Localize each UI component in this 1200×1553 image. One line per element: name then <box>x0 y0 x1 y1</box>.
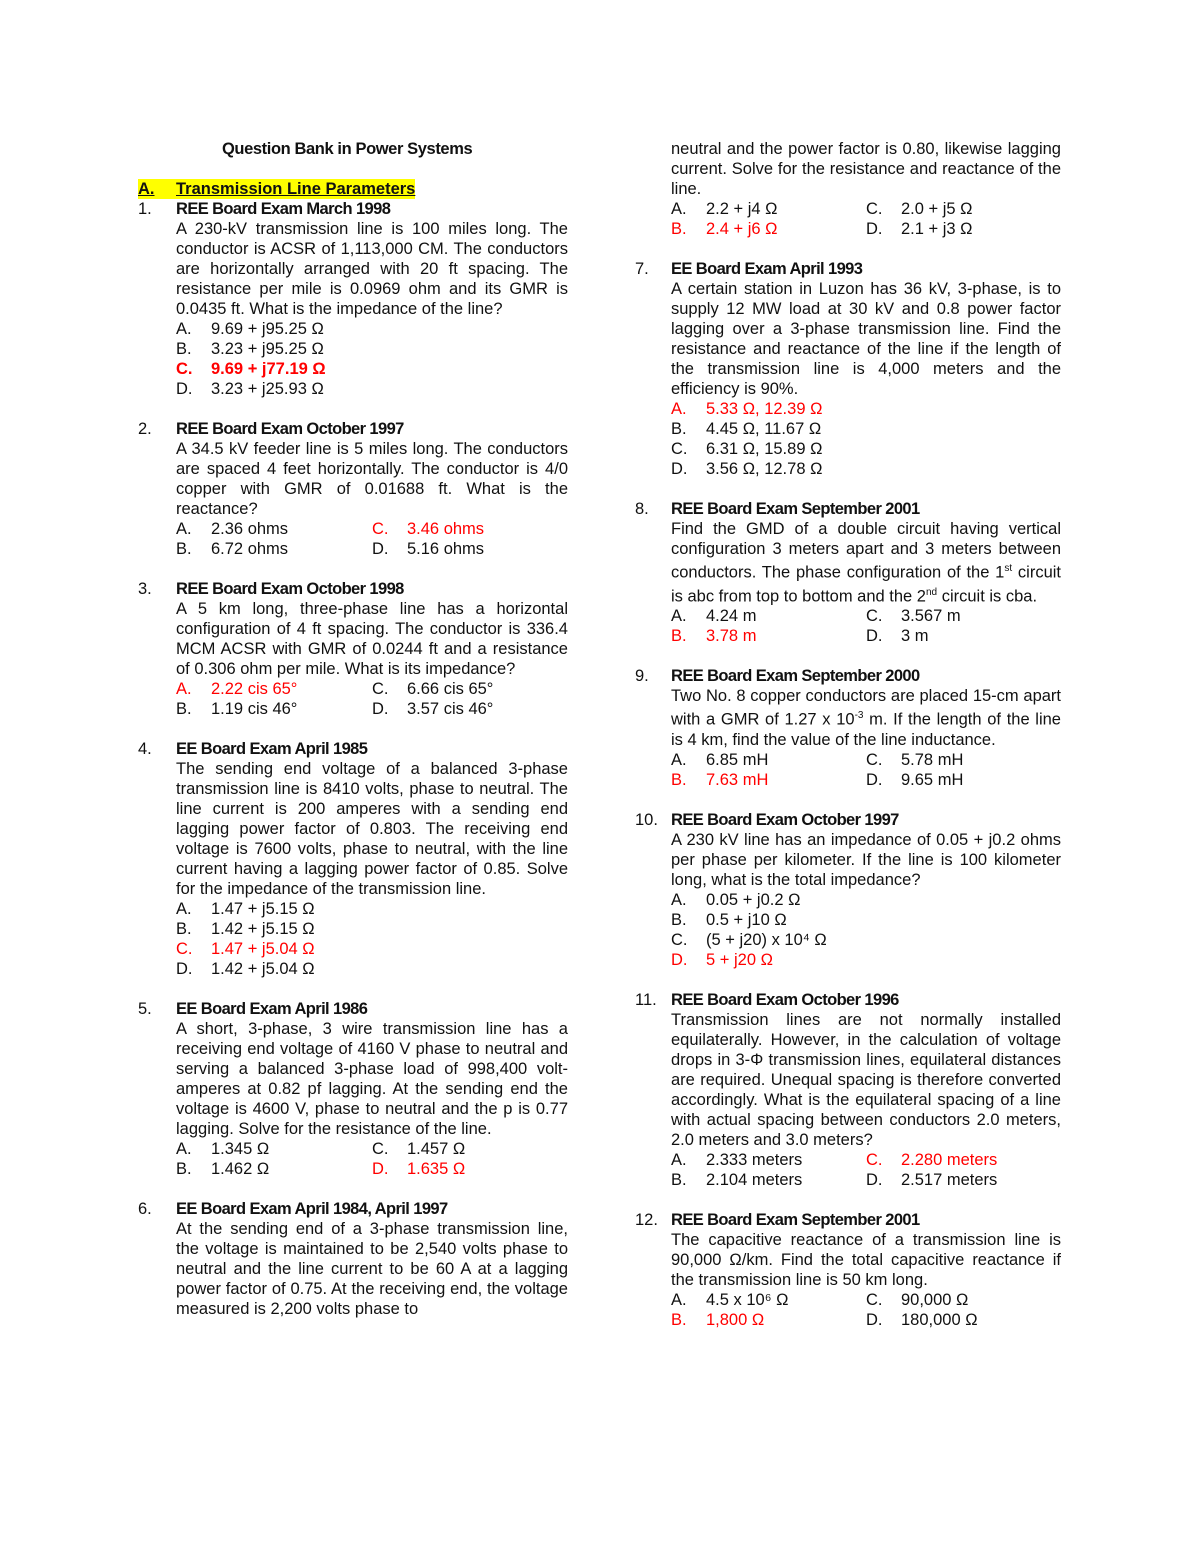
option: B. 1.19 cis 46° <box>176 700 298 718</box>
question-number: 4. <box>138 740 152 758</box>
question-11 <box>635 990 1061 1190</box>
options-grid <box>671 1150 1061 1190</box>
option: A. 2.36 ohms <box>176 520 289 538</box>
question-10 <box>635 810 1061 970</box>
question-stem: Transmission lines are not normally installed equilaterally. However, in the calculation of voltage drops in 3-Φ transmission lines, equilateral distances are required. Unequal spacing is therefore converted accordingly. What is the equilateral spacing of a line with actual spacing between conductors 2.0 meters, 2.0 meters and 3.0 meters? <box>671 1010 1061 1149</box>
question-8 <box>635 499 1061 646</box>
option: D. 5.16 ohms <box>372 540 485 558</box>
question-5 <box>138 999 568 1179</box>
options-grid <box>671 750 1061 790</box>
question-number: 6. <box>138 1200 152 1218</box>
option: A. 6.85 mH <box>671 750 769 769</box>
section-title: Transmission Line Parameters <box>176 180 416 198</box>
question-4 <box>138 739 568 979</box>
question-7 <box>635 259 1061 479</box>
option: D. 180,000 Ω <box>866 1310 978 1329</box>
option: B. 2.104 meters <box>671 1170 803 1189</box>
question-number: 9. <box>635 667 649 685</box>
question-stem: A 230-kV transmission line is 100 miles long. The conductor is ACSR of 1,113,000 CM. The conductors are horizontally arranged with 20 ft spacing. The resistance per mile is 0.0969 ohm and its GMR is 0.0435 ft. What is the impedance of the line? <box>176 220 568 318</box>
option: C. 1.457 Ω <box>372 1140 466 1158</box>
option: D. 3.23 + j25.93 Ω <box>176 380 324 398</box>
option: D. 2.517 meters <box>866 1170 998 1189</box>
options-list <box>176 899 568 979</box>
option-correct: A. 2.22 cis 65° <box>176 680 298 698</box>
option: A. 9.69 + j95.25 Ω <box>176 320 324 338</box>
question-2 <box>138 419 568 559</box>
question-stem: A certain station in Luzon has 36 kV, 3-phase, is to supply 12 MW load at 30 kV and 0.8 power factor lagging over a 3-phase transmission line. Find the resistance and reactance of the line if the length of the transmission line is 4,000 meters and the efficiency is 90%. <box>671 280 1061 398</box>
question-3 <box>138 579 568 719</box>
question-stem: A 34.5 kV feeder line is 5 miles long. The conductors are spaced 4 feet horizontally. The conductor is 4/0 copper with GMR of 0.01688 ft. What is the reactance? <box>176 440 568 518</box>
option-correct: C. 1.47 + j5.04 Ω <box>176 940 315 958</box>
option: C. (5 + j20) x 10⁴ Ω <box>671 930 827 949</box>
stem-part-1: Find the GMD of a double circuit having vertical configuration 3 meters apart and 3 meters between conductors. The phase configuration of the 1 <box>671 520 1061 582</box>
options-grid <box>176 519 568 559</box>
section-heading <box>138 179 568 199</box>
option-correct: B. 2.4 + j6 Ω <box>671 220 778 238</box>
question-stem: At the sending end of a 3-phase transmission line, the voltage is maintained to be 2,540 volts phase to neutral and the line current to be 60 A at a lagging power factor of 0.75. At the receiving end, the voltage measured is 2,200 volts phase to <box>176 1220 568 1318</box>
option: D. 3 m <box>866 627 929 645</box>
question-source: REE Board Exam October 1996 <box>671 990 899 1009</box>
option: B. 4.45 Ω, 11.67 Ω <box>671 420 822 438</box>
options-list <box>671 399 1061 479</box>
options-grid <box>671 606 1061 646</box>
option: B. 0.5 + j10 Ω <box>671 910 787 929</box>
option: B. 1.42 + j5.15 Ω <box>176 920 315 938</box>
option: C. 3.567 m <box>866 607 961 625</box>
option-correct: A. 5.33 Ω, 12.39 Ω <box>671 400 823 418</box>
question-source: REE Board Exam September 2001 <box>671 500 920 518</box>
question-source: EE Board Exam April 1984, April 1997 <box>176 1200 448 1218</box>
option: A. 1.47 + j5.15 Ω <box>176 900 315 918</box>
option: B. 6.72 ohms <box>176 540 289 558</box>
question-stem: A 230 kV line has an impedance of 0.05 + j0.2 ohms per phase per kilometer. If the line is 100 kilometer long, what is the total impedance? <box>671 830 1061 889</box>
stem-part-2: m. If the length of the line is 4 km, find the value of the line inductance. <box>671 710 1061 749</box>
question-number: 12. <box>635 1210 658 1229</box>
question-source: REE Board Exam September 2000 <box>671 667 920 685</box>
option-correct: B. 3.78 m <box>671 627 757 645</box>
options-list <box>671 890 1061 970</box>
option: D. 1.42 + j5.04 Ω <box>176 960 315 978</box>
question-source: REE Board Exam October 1997 <box>671 810 899 829</box>
option: C. 90,000 Ω <box>866 1290 969 1309</box>
option: D. 2.1 + j3 Ω <box>866 220 973 238</box>
right-column <box>635 139 1061 1350</box>
option: D. 3.57 cis 46° <box>372 700 494 718</box>
question-source: EE Board Exam April 1985 <box>176 740 368 758</box>
option: A. 4.5 x 10⁶ Ω <box>671 1290 789 1309</box>
question-6 <box>138 1199 568 1319</box>
option: A. 2.2 + j4 Ω <box>671 200 778 218</box>
option-correct: D. 5 + j20 Ω <box>671 950 773 969</box>
option-correct: C. 2.280 meters <box>866 1150 998 1169</box>
question-stem-continued: neutral and the power factor is 0.80, likewise lagging current. Solve for the resistance and reactance of the line. <box>671 140 1061 198</box>
question-number: 5. <box>138 1000 152 1018</box>
question-stem: The capacitive reactance of a transmission line is 90,000 Ω/km. Find the total capacitive reactance if the transmission line is 50 km long. <box>671 1230 1061 1289</box>
question-9 <box>635 666 1061 790</box>
option: D. 9.65 mH <box>866 770 964 789</box>
stem-part-1: Two No. 8 copper conductors are placed 15-cm apart with a GMR of 1.27 x 10 <box>671 687 1061 729</box>
section-letter: A. <box>138 179 176 199</box>
question-number: 10. <box>635 810 658 829</box>
option: C. 6.31 Ω, 15.89 Ω <box>671 440 823 458</box>
option-correct: B. 1,800 Ω <box>671 1310 765 1329</box>
question-stem: The sending end voltage of a balanced 3-phase transmission line is 8410 volts, phase to neutral. The line current is 200 amperes with a sending end lagging power factor of 0.803. The receiving end voltage is 7600 volts, phase to neutral, with the line current having a lagging power factor of 0.85. Solve for the impedance of the transmission line. <box>176 760 568 898</box>
question-source: REE Board Exam September 2001 <box>671 1210 920 1229</box>
option: B. 1.462 Ω <box>176 1160 270 1178</box>
question-number: 8. <box>635 500 649 518</box>
option: D. 3.56 Ω, 12.78 Ω <box>671 460 823 478</box>
option: C. 2.0 + j5 Ω <box>866 200 973 218</box>
question-source: EE Board Exam April 1993 <box>671 260 863 278</box>
option-correct: C. 3.46 ohms <box>372 520 485 538</box>
question-source: REE Board Exam October 1997 <box>176 420 404 438</box>
options-grid <box>176 679 568 719</box>
options-list <box>176 319 568 399</box>
stem-part-2: circuit is abc from top to bottom and the 2 <box>671 563 1061 605</box>
question-stem: Find the GMD of a double circuit having vertical configuration 3 meters apart and 3 meters between conductors. The phase configuration of the 1st circuit is abc from top to bottom and the 2nd circuit is cba. <box>671 520 1061 605</box>
question-12 <box>635 1210 1061 1330</box>
question-number: 1. <box>138 200 152 218</box>
option-correct: C. 9.69 + j77.19 Ω <box>176 360 326 378</box>
option-correct: B. 7.63 mH <box>671 770 769 789</box>
option-correct: D. 1.635 Ω <box>372 1160 466 1178</box>
question-1 <box>138 199 568 399</box>
option: B. 3.23 + j95.25 Ω <box>176 340 324 358</box>
question-6-continued <box>671 139 1061 239</box>
options-grid <box>671 199 1061 239</box>
option: C. 5.78 mH <box>866 750 964 769</box>
question-number: 3. <box>138 580 152 598</box>
option: A. 2.333 meters <box>671 1150 803 1169</box>
option: A. 1.345 Ω <box>176 1140 270 1158</box>
question-stem: A 5 km long, three-phase line has a horizontal configuration of 4 ft spacing. The conductor is 336.4 MCM ACSR with GMR of 0.0244 ft and a resistance of 0.306 ohm per mile. What is its impedance? <box>176 600 568 678</box>
options-grid <box>671 1290 1061 1330</box>
stem-part-3: circuit is cba. <box>937 587 1038 605</box>
question-number: 7. <box>635 260 649 278</box>
question-stem: A short, 3-phase, 3 wire transmission line has a receiving end voltage of 4160 V phase to neutral and serving a balanced 3-phase load of 998,400 volt-amperes at 0.82 pf lagging. At the sending end the voltage is 4600 V, phase to neutral and the p is 0.77 lagging. Solve for the resistance of the line. <box>176 1020 568 1138</box>
option: A. 0.05 + j0.2 Ω <box>671 890 801 909</box>
options-grid <box>176 1139 568 1179</box>
page-title: Question Bank in Power Systems <box>222 140 473 158</box>
option: A. 4.24 m <box>671 607 757 625</box>
question-source: REE Board Exam October 1998 <box>176 580 404 598</box>
question-number: 11. <box>635 990 657 1009</box>
question-source: EE Board Exam April 1986 <box>176 1000 368 1018</box>
question-stem: Two No. 8 copper conductors are placed 15-cm apart with a GMR of 1.27 x $10^{-3}$ m. If the length of the line is 4 km, find the value of the line inductance. <box>671 687 1061 749</box>
left-column <box>138 139 568 1339</box>
question-source: REE Board Exam March 1998 <box>176 200 391 218</box>
option: C. 6.66 cis 65° <box>372 680 494 698</box>
question-number: 2. <box>138 420 152 438</box>
